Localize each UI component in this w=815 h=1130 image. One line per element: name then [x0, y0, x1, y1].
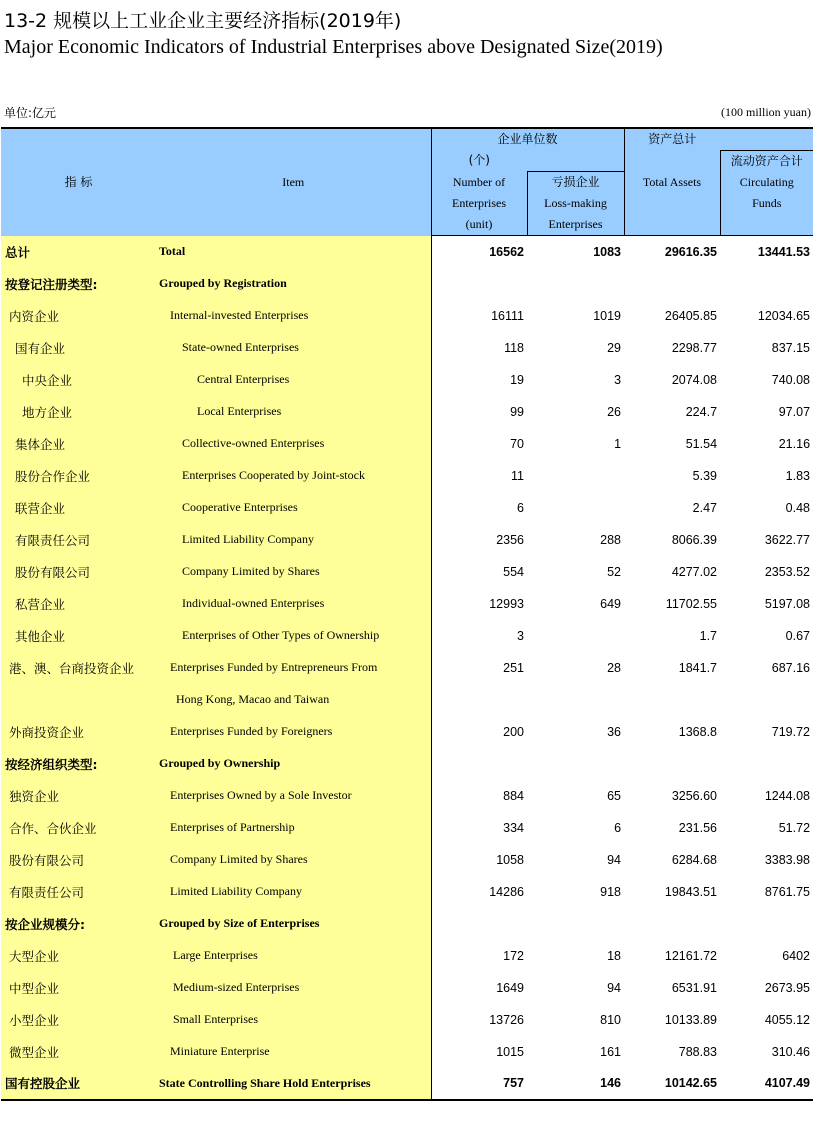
table-row: [1, 460, 813, 492]
cell-total-assets: 231.56: [624, 812, 720, 844]
cell-circulating: 719.72: [720, 716, 813, 748]
row-label-cn: 国有控股企业: [1, 1068, 156, 1100]
row-label-en: Limited Liability Company: [156, 524, 431, 556]
cell-total-assets: [624, 748, 720, 780]
cell-circulating: [720, 748, 813, 780]
cell-enterprises: 16562: [431, 236, 527, 268]
row-label-en: Small Enterprises: [156, 1004, 431, 1036]
row-label-cn: 按经济组织类型:: [1, 748, 156, 780]
cell-loss-making: 918: [527, 876, 624, 908]
cell-total-assets: 1368.8: [624, 716, 720, 748]
cell-enterprises: 251: [431, 652, 527, 684]
table-row: [1, 492, 813, 524]
row-label-en: State Controlling Share Hold Enterprises: [156, 1068, 431, 1100]
cell-total-assets: 29616.35: [624, 236, 720, 268]
cell-enterprises: 16111: [431, 300, 527, 332]
cell-loss-making: 146: [527, 1068, 624, 1100]
cell-total-assets: 19843.51: [624, 876, 720, 908]
table-row: [1, 652, 813, 684]
table-row: [1, 876, 813, 908]
cell-enterprises: 14286: [431, 876, 527, 908]
row-label-en: Enterprises Owned by a Sole Investor: [156, 780, 431, 812]
cell-circulating: 97.07: [720, 396, 813, 428]
row-label-cn: 按企业规模分:: [1, 908, 156, 940]
cell-total-assets: 4277.02: [624, 556, 720, 588]
cell-circulating: 837.15: [720, 332, 813, 364]
cell-circulating: 51.72: [720, 812, 813, 844]
row-label-cn: 微型企业: [1, 1036, 156, 1068]
cell-total-assets: 2074.08: [624, 364, 720, 396]
row-label-en: Enterprises of Partnership: [156, 812, 431, 844]
cell-loss-making: [527, 908, 624, 940]
cell-enterprises: 2356: [431, 524, 527, 556]
table-row: [1, 396, 813, 428]
cell-loss-making: 94: [527, 972, 624, 1004]
row-label-cn: 国有企业: [1, 332, 156, 364]
header-loss-making-en-2: Enterprises: [527, 214, 624, 236]
row-label-cn: 按登记注册类型:: [1, 268, 156, 300]
cell-total-assets: [624, 268, 720, 300]
table-row: [1, 716, 813, 748]
cell-total-assets: 6284.68: [624, 844, 720, 876]
cell-enterprises: 99: [431, 396, 527, 428]
cell-circulating: 310.46: [720, 1036, 813, 1068]
cell-total-assets: 788.83: [624, 1036, 720, 1068]
row-label-en: Grouped by Registration: [156, 268, 431, 300]
row-label-en: Individual-owned Enterprises: [156, 588, 431, 620]
table-row: [1, 332, 813, 364]
cell-enterprises: 13726: [431, 1004, 527, 1036]
cell-circulating: 21.16: [720, 428, 813, 460]
cell-total-assets: 5.39: [624, 460, 720, 492]
cell-enterprises: 19: [431, 364, 527, 396]
cell-circulating: [720, 908, 813, 940]
cell-total-assets: 3256.60: [624, 780, 720, 812]
row-label-cn: 港、澳、台商投资企业: [1, 652, 156, 684]
cell-loss-making: [527, 684, 624, 716]
row-label-en: Internal-invested Enterprises: [156, 300, 431, 332]
table-row: [1, 620, 813, 652]
cell-circulating: 0.48: [720, 492, 813, 524]
header-num-enterprises-en-2: Enterprises: [431, 193, 527, 214]
cell-enterprises: 1649: [431, 972, 527, 1004]
row-label-cn: 中央企业: [1, 364, 156, 396]
header-total-assets-en: Total Assets: [624, 172, 720, 194]
table-row: [1, 268, 813, 300]
row-label-en: Local Enterprises: [156, 396, 431, 428]
row-label-en: Cooperative Enterprises: [156, 492, 431, 524]
cell-total-assets: 1841.7: [624, 652, 720, 684]
cell-loss-making: 36: [527, 716, 624, 748]
cell-circulating: 740.08: [720, 364, 813, 396]
cell-total-assets: 1.7: [624, 620, 720, 652]
row-label-en: State-owned Enterprises: [156, 332, 431, 364]
table-row: [1, 364, 813, 396]
cell-circulating: 2673.95: [720, 972, 813, 1004]
row-label-cn: 总计: [1, 236, 156, 268]
cell-loss-making: 1: [527, 428, 624, 460]
row-label-en: Enterprises Funded by Entrepreneurs From: [156, 652, 431, 684]
cell-enterprises: 334: [431, 812, 527, 844]
header-circulating-cn: 流动资产合计: [720, 150, 813, 172]
row-label-en: Hong Kong, Macao and Taiwan: [156, 684, 431, 716]
table-row: [1, 524, 813, 556]
cell-loss-making: 26: [527, 396, 624, 428]
cell-total-assets: [624, 684, 720, 716]
cell-enterprises: 172: [431, 940, 527, 972]
cell-circulating: 1.83: [720, 460, 813, 492]
row-label-en: Enterprises of Other Types of Ownership: [156, 620, 431, 652]
table-row: [1, 428, 813, 460]
table-row: [1, 908, 813, 940]
unit-label-english: (100 million yuan): [721, 105, 811, 119]
row-label-cn: 小型企业: [1, 1004, 156, 1036]
cell-circulating: 2353.52: [720, 556, 813, 588]
cell-loss-making: 28: [527, 652, 624, 684]
header-circulating-en-2: Funds: [720, 193, 813, 214]
cell-enterprises: 884: [431, 780, 527, 812]
row-label-en: Enterprises Cooperated by Joint-stock: [156, 460, 431, 492]
cell-enterprises: 118: [431, 332, 527, 364]
cell-loss-making: 18: [527, 940, 624, 972]
cell-total-assets: 26405.85: [624, 300, 720, 332]
cell-circulating: 0.67: [720, 620, 813, 652]
row-label-en: Miniature Enterprise: [156, 1036, 431, 1068]
row-label-en: Company Limited by Shares: [156, 556, 431, 588]
row-label-cn: 大型企业: [1, 940, 156, 972]
table-row: [1, 940, 813, 972]
cell-total-assets: 224.7: [624, 396, 720, 428]
table-row: [1, 684, 813, 716]
cell-loss-making: [527, 492, 624, 524]
row-label-en: Grouped by Ownership: [156, 748, 431, 780]
header-num-enterprises-en-3: (unit): [431, 214, 527, 236]
cell-loss-making: 3: [527, 364, 624, 396]
cell-enterprises: 3: [431, 620, 527, 652]
cell-enterprises: 200: [431, 716, 527, 748]
cell-enterprises: 6: [431, 492, 527, 524]
cell-circulating: [720, 268, 813, 300]
table-row: [1, 972, 813, 1004]
header-indicator: 指 标: [1, 128, 156, 236]
row-label-cn: 内资企业: [1, 300, 156, 332]
cell-enterprises: 1015: [431, 1036, 527, 1068]
table-row: [1, 844, 813, 876]
cell-enterprises: [431, 748, 527, 780]
table-row: [1, 1036, 813, 1068]
cell-circulating: 8761.75: [720, 876, 813, 908]
cell-circulating: 4107.49: [720, 1068, 813, 1100]
cell-loss-making: [527, 620, 624, 652]
row-label-en: Grouped by Size of Enterprises: [156, 908, 431, 940]
table-row: [1, 812, 813, 844]
row-label-en: Total: [156, 236, 431, 268]
row-label-en: Collective-owned Enterprises: [156, 428, 431, 460]
cell-circulating: 6402: [720, 940, 813, 972]
cell-loss-making: 288: [527, 524, 624, 556]
row-label-en: Limited Liability Company: [156, 876, 431, 908]
cell-loss-making: [527, 268, 624, 300]
row-label-cn: [1, 684, 156, 716]
row-label-cn: 联营企业: [1, 492, 156, 524]
cell-total-assets: 8066.39: [624, 524, 720, 556]
header-loss-making-en-1: Loss-making: [527, 193, 624, 214]
cell-total-assets: 11702.55: [624, 588, 720, 620]
cell-total-assets: 10142.65: [624, 1068, 720, 1100]
cell-circulating: [720, 684, 813, 716]
row-label-cn: 集体企业: [1, 428, 156, 460]
cell-enterprises: 70: [431, 428, 527, 460]
table-title-chinese: 13-2 规模以上工业企业主要经济指标(2019年): [4, 10, 402, 32]
header-item: Item: [156, 128, 431, 236]
cell-circulating: 3383.98: [720, 844, 813, 876]
cell-loss-making: 94: [527, 844, 624, 876]
cell-loss-making: 6: [527, 812, 624, 844]
row-label-cn: 合作、合伙企业: [1, 812, 156, 844]
row-label-en: Medium-sized Enterprises: [156, 972, 431, 1004]
cell-circulating: 4055.12: [720, 1004, 813, 1036]
row-label-cn: 外商投资企业: [1, 716, 156, 748]
cell-circulating: 13441.53: [720, 236, 813, 268]
cell-loss-making: 810: [527, 1004, 624, 1036]
cell-circulating: 3622.77: [720, 524, 813, 556]
cell-total-assets: 2.47: [624, 492, 720, 524]
row-label-cn: 有限责任公司: [1, 524, 156, 556]
table-row: [1, 236, 813, 268]
row-label-en: Enterprises Funded by Foreigners: [156, 716, 431, 748]
row-label-cn: 独资企业: [1, 780, 156, 812]
cell-enterprises: [431, 908, 527, 940]
cell-loss-making: 1019: [527, 300, 624, 332]
table-row: [1, 1004, 813, 1036]
row-label-en: Company Limited by Shares: [156, 844, 431, 876]
row-label-cn: 其他企业: [1, 620, 156, 652]
cell-enterprises: 12993: [431, 588, 527, 620]
table-row: [1, 1068, 813, 1100]
cell-total-assets: 51.54: [624, 428, 720, 460]
cell-loss-making: [527, 460, 624, 492]
row-label-en: Large Enterprises: [156, 940, 431, 972]
row-label-cn: 地方企业: [1, 396, 156, 428]
header-total-assets-cn: 资产总计: [624, 128, 720, 150]
table-row: [1, 748, 813, 780]
row-label-cn: 股份有限公司: [1, 556, 156, 588]
header-num-enterprises-cn: 企业单位数: [431, 128, 624, 150]
cell-loss-making: 29: [527, 332, 624, 364]
row-label-cn: 中型企业: [1, 972, 156, 1004]
cell-enterprises: 757: [431, 1068, 527, 1100]
header-circulating-en-1: Circulating: [720, 172, 813, 194]
table-row: [1, 556, 813, 588]
cell-total-assets: 6531.91: [624, 972, 720, 1004]
cell-enterprises: 1058: [431, 844, 527, 876]
table-header: [1, 128, 813, 236]
cell-circulating: 1244.08: [720, 780, 813, 812]
cell-total-assets: 10133.89: [624, 1004, 720, 1036]
table-title-english: Major Economic Indicators of Industrial Enterprises above Designated Size(2019): [4, 36, 663, 58]
header-loss-making-cn: 亏损企业: [527, 172, 624, 194]
unit-label-chinese: 单位:亿元: [4, 106, 57, 120]
cell-circulating: 12034.65: [720, 300, 813, 332]
cell-total-assets: 12161.72: [624, 940, 720, 972]
cell-total-assets: [624, 908, 720, 940]
cell-loss-making: 1083: [527, 236, 624, 268]
cell-enterprises: [431, 268, 527, 300]
cell-loss-making: 161: [527, 1036, 624, 1068]
cell-circulating: 687.16: [720, 652, 813, 684]
row-label-cn: 股份有限公司: [1, 844, 156, 876]
row-label-en: Central Enterprises: [156, 364, 431, 396]
table-row: [1, 300, 813, 332]
table-row: [1, 780, 813, 812]
cell-enterprises: 11: [431, 460, 527, 492]
row-label-cn: 股份合作企业: [1, 460, 156, 492]
cell-total-assets: 2298.77: [624, 332, 720, 364]
header-num-enterprises-en-1: Number of: [431, 172, 527, 194]
cell-circulating: 5197.08: [720, 588, 813, 620]
table-body: [1, 236, 813, 1100]
header-num-enterprises-unit: (个): [431, 150, 527, 172]
cell-loss-making: [527, 748, 624, 780]
row-label-cn: 有限责任公司: [1, 876, 156, 908]
cell-enterprises: 554: [431, 556, 527, 588]
cell-loss-making: 52: [527, 556, 624, 588]
cell-loss-making: 649: [527, 588, 624, 620]
cell-enterprises: [431, 684, 527, 716]
cell-loss-making: 65: [527, 780, 624, 812]
table-row: [1, 588, 813, 620]
indicators-table: [1, 127, 813, 1101]
row-label-cn: 私营企业: [1, 588, 156, 620]
